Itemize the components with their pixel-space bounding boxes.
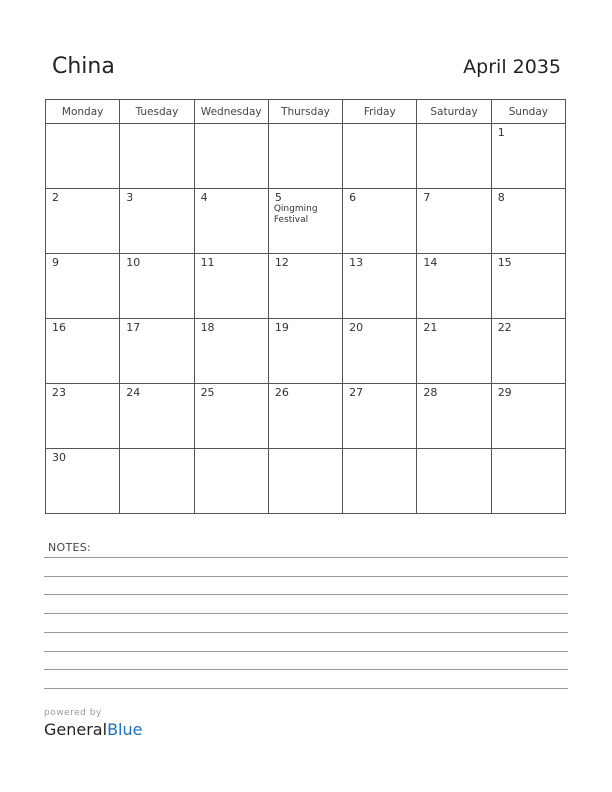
weekday-header: Tuesday xyxy=(120,100,194,124)
day-number: 24 xyxy=(126,386,141,399)
day-cell xyxy=(268,319,342,384)
day-cell xyxy=(491,254,565,319)
day-cell xyxy=(417,319,491,384)
week-row xyxy=(46,449,566,514)
day-number xyxy=(417,124,490,126)
day-number: 14 xyxy=(423,256,438,269)
day-cell xyxy=(491,124,565,189)
day-number: 7 xyxy=(423,191,431,204)
day-number: 12 xyxy=(274,256,289,269)
day-cell xyxy=(194,384,268,449)
day-number: 11 xyxy=(200,256,215,269)
day-cell xyxy=(268,449,342,514)
day-number: 22 xyxy=(497,321,512,334)
day-cell xyxy=(417,189,491,254)
day-cell xyxy=(491,319,565,384)
day-cell xyxy=(343,384,417,449)
day-cell xyxy=(343,189,417,254)
day-number xyxy=(492,449,565,451)
day-number: 23 xyxy=(52,386,66,399)
day-number xyxy=(269,449,342,451)
day-cell xyxy=(343,254,417,319)
day-number: 19 xyxy=(274,321,289,334)
day-number: 26 xyxy=(274,386,289,399)
day-number: 20 xyxy=(349,321,364,334)
notes-line xyxy=(44,669,568,670)
day-cell xyxy=(120,319,194,384)
day-number xyxy=(343,124,416,126)
weekday-header-row xyxy=(46,100,566,124)
weekday-header: Friday xyxy=(343,100,417,124)
notes-line xyxy=(44,594,568,595)
day-number xyxy=(417,449,490,451)
month-year-title: April 2035 xyxy=(463,56,561,78)
powered-by-text: powered by xyxy=(44,708,102,718)
day-number: 9 xyxy=(52,256,59,269)
day-cell xyxy=(491,449,565,514)
day-cell xyxy=(46,189,120,254)
day-number: 6 xyxy=(349,191,357,204)
day-cell xyxy=(268,254,342,319)
day-number: 5 xyxy=(274,191,282,204)
week-row xyxy=(46,319,566,384)
day-cell xyxy=(268,124,342,189)
logo-general-text: General xyxy=(44,720,108,739)
day-cell xyxy=(343,319,417,384)
day-cell xyxy=(417,254,491,319)
day-cell xyxy=(46,384,120,449)
day-cell xyxy=(194,124,268,189)
day-number: 25 xyxy=(200,386,215,399)
day-number xyxy=(120,449,193,451)
day-number: 4 xyxy=(200,191,208,204)
day-cell xyxy=(268,189,342,254)
generalblue-logo xyxy=(44,720,142,740)
day-number: 1 xyxy=(497,126,505,139)
day-cell xyxy=(120,189,194,254)
day-cell xyxy=(120,254,194,319)
day-cell xyxy=(343,124,417,189)
day-number xyxy=(46,124,119,126)
day-number: 13 xyxy=(349,256,364,269)
day-number xyxy=(195,124,268,126)
day-number: 18 xyxy=(200,321,215,334)
week-row xyxy=(46,254,566,319)
day-number: 27 xyxy=(349,386,364,399)
day-number: 2 xyxy=(52,191,59,204)
day-number: 15 xyxy=(497,256,512,269)
notes-line xyxy=(44,632,568,633)
day-cell xyxy=(46,449,120,514)
day-number xyxy=(195,449,268,451)
day-number: 29 xyxy=(497,386,512,399)
weekday-header: Thursday xyxy=(268,100,342,124)
notes-line xyxy=(44,613,568,614)
country-title: China xyxy=(52,54,115,79)
week-row xyxy=(46,124,566,189)
weekday-header: Monday xyxy=(46,100,120,124)
day-cell xyxy=(120,124,194,189)
day-cell xyxy=(491,384,565,449)
day-number xyxy=(343,449,416,451)
day-cell xyxy=(491,189,565,254)
day-number: 3 xyxy=(126,191,134,204)
day-cell xyxy=(194,449,268,514)
calendar-grid xyxy=(45,99,566,514)
day-number: 21 xyxy=(423,321,438,334)
day-cell xyxy=(46,319,120,384)
day-number: 30 xyxy=(52,451,66,464)
notes-line xyxy=(44,576,568,577)
day-number xyxy=(269,124,342,126)
day-cell xyxy=(46,124,120,189)
day-number: 17 xyxy=(126,321,141,334)
day-cell xyxy=(120,449,194,514)
branding xyxy=(44,708,142,740)
notes-label: NOTES: xyxy=(48,541,92,554)
day-cell xyxy=(268,384,342,449)
weekday-header: Sunday xyxy=(491,100,565,124)
day-number: 10 xyxy=(126,256,141,269)
day-cell xyxy=(343,449,417,514)
day-number: 16 xyxy=(52,321,66,334)
day-cell xyxy=(417,449,491,514)
notes-line xyxy=(44,651,568,652)
day-cell xyxy=(120,384,194,449)
week-row xyxy=(46,384,566,449)
weekday-header: Saturday xyxy=(417,100,491,124)
day-cell xyxy=(417,124,491,189)
week-row xyxy=(46,189,566,254)
day-number: 8 xyxy=(497,191,505,204)
weekday-header: Wednesday xyxy=(194,100,268,124)
notes-line xyxy=(44,688,568,689)
logo-blue-text: Blue xyxy=(107,720,143,739)
day-cell xyxy=(46,254,120,319)
day-cell xyxy=(194,319,268,384)
notes-line xyxy=(44,557,568,558)
day-cell xyxy=(194,189,268,254)
day-cell xyxy=(417,384,491,449)
day-number xyxy=(120,124,193,126)
holiday-label: Qingming Festival xyxy=(273,204,318,225)
day-number: 28 xyxy=(423,386,438,399)
day-cell xyxy=(194,254,268,319)
